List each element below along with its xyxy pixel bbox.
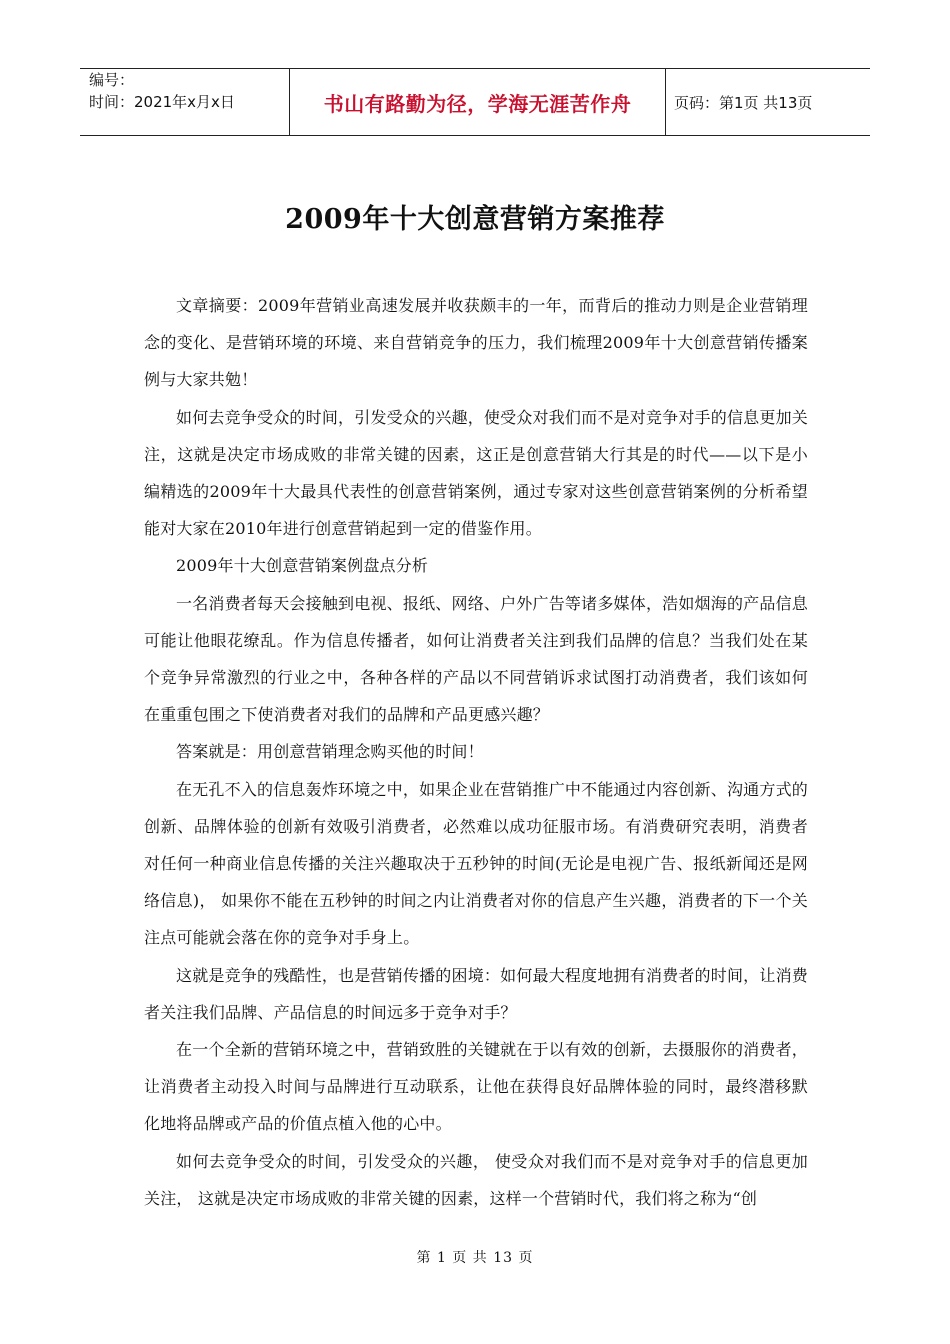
paragraph: 在一个全新的营销环境之中，营销致胜的关键就在于以有效的创新，去摄服你的消费者，让消费者主动投入时间与品牌进行互动联系，让他在获得良好品牌体验的同时，最终潜移默化地将品牌或产品的价值点植入他的心中。 [144,1040,808,1134]
paragraph: 这就是竞争的残酷性，也是营销传播的困境：如何最大程度地拥有消费者的时间，让消费者关注我们品牌、产品信息的时间远多于竞争对手？ [144,965,808,1022]
paragraph: 如何去竞争受众的时间，引发受众的兴趣， 使受众对我们而不是对竞争对手的信息更加关注， 这就是决定市场成败的非常关键的因素，这样一个营销时代，我们将之称为“创 [144,1151,808,1208]
paragraph: 如何去竞争受众的时间，引发受众的兴趣，使受众对我们而不是对竞争对手的信息更加关注，这就是决定市场成败的非常关键的因素，这正是创意营销大行其是的时代——以下是小编精选的2009年十大最具代表性的创意营销案例，通过专家对这些创意营销案例的分析希望能对大家在2010年进行创意营销起到一定的借鉴作用。 [144,407,808,539]
section-heading: 2009年十大创意营销案例盘点分析 [176,556,429,576]
header-meta-cell [80,69,290,136]
paragraph-abstract: 文章摘要：2009年营销业高速发展并收获颇丰的一年，而背后的推动力则是企业营销理念的变化、是营销环境的环境、来自营销竞争的压力，我们梳理2009年十大创意营销传播案例与大家共勉！ [144,296,808,390]
paragraph: 在无孔不入的信息轰炸环境之中，如果企业在营销推广中不能通过内容创新、沟通方式的创新、品牌体验的创新有效吸引消费者，必然难以成功征服市场。有消费研究表明，消费者对任何一种商业信息传播的关注兴趣取决于五秒钟的时间(无论是电视广告、报纸新闻还是网络信息)， 如果你不能在五秒钟的时间之内让消费者对你的信息产生兴趣，消费者的下一个关注点可能就会落在你的竞争对手身上。 [144,779,808,948]
document-time-label: 时间：2021年x月x日 [89,93,235,111]
page-footer: 第 1 页 共 13 页 [416,1250,534,1266]
paragraph: 答案就是：用创意营销理念购买他的时间！ [176,742,484,762]
document-header [80,68,870,136]
header-motto: 书山有路勤为径，学海无涯苦作舟 [290,69,666,136]
document-title: 2009年十大创意营销方案推荐 [285,204,665,235]
header-page-info: 页码：第1页 共13页 [666,69,871,136]
document-body [144,287,808,1217]
paragraph: 一名消费者每天会接触到电视、报纸、网络、户外广告等诸多媒体，浩如烟海的产品信息可能让他眼花缭乱。作为信息传播者，如何让消费者关注到我们品牌的信息？当我们处在某个竞争异常激烈的行业之中，各种各样的产品以不同营销诉求试图打动消费者，我们该如何在重重包围之下使消费者对我们的品牌和产品更感兴趣？ [144,593,808,725]
document-number-label: 编号： [89,71,135,89]
